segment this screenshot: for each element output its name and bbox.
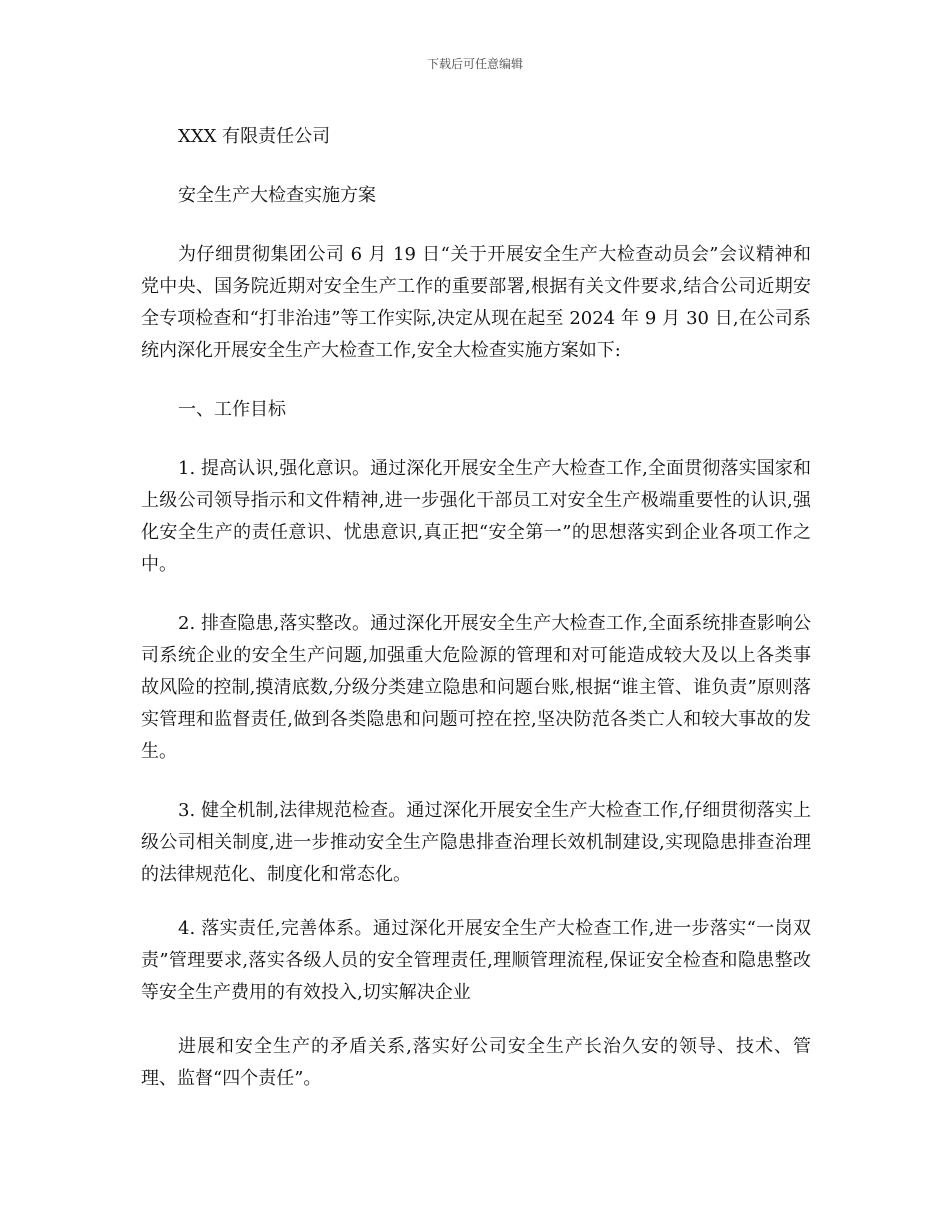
document-body [141,121,811,1095]
intro-paragraph: 为仔细贯彻集团公司 6 月 19 日“关于开展安全生产大检查动员会”会议精神和党中央、国务院近期对安全生产工作的重要部署,根据有关文件要求,结合公司近期安全专项检查和“打非治违”等工作实际,决定从现在起至 2024 年 9 月 30 日,在公司系统内深化开展安全生产大检查工作,安全大检查实施方案如下: [141,244,811,361]
goal-item-3: 3. 健全机制,法律规范检查。通过深化开展安全生产大检查工作,仔细贯彻落实上级公司相关制度,进一步推动安全生产隐患排查治理长效机制建设,实现隐患排查治理的法律规范化、制度化和常态化。 [141,800,811,885]
goal-item-1: 1. 提高认识,强化意识。通过深化开展安全生产大检查工作,全面贯彻落实国家和上级公司领导指示和文件精神,进一步强化干部员工对安全生产极端重要性的认识,强化安全生产的责任意识、忧患意识,真正把“安全第一”的思想落实到企业各项工作之中。 [141,458,811,575]
section-heading-goals: 一、工作目标 [178,399,286,420]
goal-item-2: 2. 排查隐患,落实整改。通过深化开展安全生产大检查工作,全面系统排查影响公司系统企业的安全生产问题,加强重大危险源的管理和对可能造成较大及以上各类事故风险的控制,摸清底数,分级分类建立隐患和问题台账,根据“谁主管、谁负责”原则落实管理和监督责任,做到各类隐患和问题可控在控,坚决防范各类亡人和较大事故的发生。 [141,613,811,762]
document-title: 安全生产大检查实施方案 [178,185,376,206]
continuation-paragraph: 进展和安全生产的矛盾关系,落实好公司安全生产长治久安的领导、技术、管理、监督“四个责任”。 [141,1036,811,1089]
company-name: XXX 有限责任公司 [178,126,331,147]
goal-item-4: 4. 落实责任,完善体系。通过深化开展安全生产大检查工作,进一步落实“一岗双责”管理要求,落实各级人员的安全管理责任,理顺管理流程,保证安全检查和隐患整改等安全生产费用的有效投入,切实解决企业 [141,918,811,1003]
page-header-note: 下载后可任意编辑 [426,57,523,71]
